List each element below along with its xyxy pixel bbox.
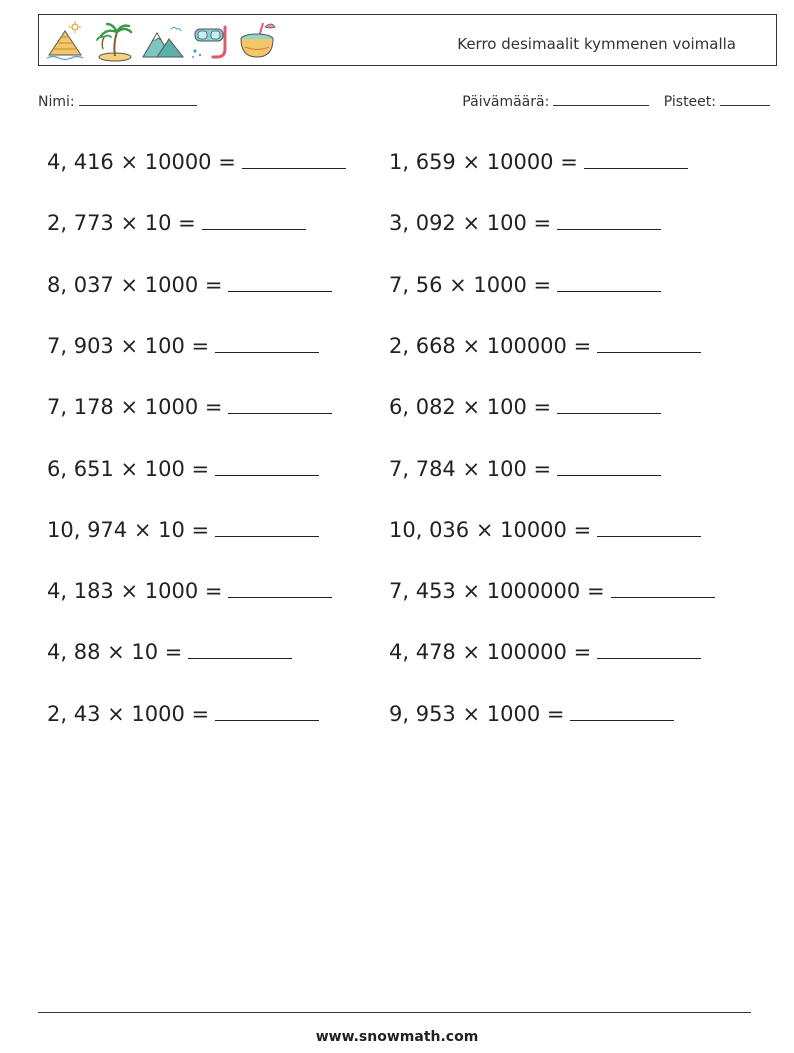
footer-url: www.snowmath.com	[315, 1029, 479, 1045]
problem-expression: 4, 416 × 10000 =	[47, 150, 236, 174]
problem-item	[47, 518, 319, 542]
score-blank	[720, 93, 770, 106]
header-icons	[45, 19, 281, 63]
answer-blank[interactable]	[597, 334, 701, 353]
answer-blank[interactable]	[557, 457, 661, 476]
answer-blank[interactable]	[215, 457, 319, 476]
problem-expression: 7, 453 × 1000000 =	[389, 579, 605, 604]
problem-expression: 2, 43 × 1000 =	[47, 701, 210, 726]
problem-expression: 7, 56 × 1000 =	[389, 272, 552, 297]
problem-expression: 4, 183 × 1000 =	[47, 579, 223, 604]
worksheet-title: Kerro desimaalit kymmenen voimalla	[457, 35, 736, 53]
footer-divider	[38, 1012, 751, 1013]
answer-blank[interactable]	[215, 518, 319, 537]
answer-blank[interactable]	[188, 640, 292, 659]
snorkel-icon	[189, 19, 233, 63]
problem-expression: 4, 478 × 100000 =	[389, 640, 592, 665]
answer-blank[interactable]	[570, 702, 674, 721]
problem-item	[47, 150, 346, 174]
answer-blank[interactable]	[584, 150, 688, 169]
answer-blank[interactable]	[228, 273, 332, 292]
problem-item	[389, 702, 674, 726]
answer-blank[interactable]	[242, 150, 346, 169]
answer-blank[interactable]	[557, 395, 661, 414]
answer-blank[interactable]	[215, 334, 319, 353]
problem-expression: 7, 784 × 100 =	[389, 456, 552, 481]
date-score-fields	[462, 93, 770, 110]
name-blank	[79, 93, 197, 106]
problem-expression: 8, 037 × 1000 =	[47, 272, 223, 297]
answer-blank[interactable]	[215, 702, 319, 721]
pyramid-icon	[45, 19, 89, 63]
answer-blank[interactable]	[228, 579, 332, 598]
answer-blank[interactable]	[557, 211, 661, 230]
problem-item	[389, 457, 661, 481]
problem-item	[389, 395, 661, 419]
problem-expression: 10, 974 × 10 =	[47, 517, 210, 542]
problem-expression: 2, 668 × 100000 =	[389, 333, 592, 358]
palm-island-icon	[93, 19, 137, 63]
problem-item	[47, 457, 319, 481]
problem-expression: 6, 651 × 100 =	[47, 456, 210, 481]
problem-item	[389, 579, 715, 603]
problem-expression: 1, 659 × 10000 =	[389, 150, 578, 174]
problem-item	[47, 640, 292, 664]
answer-blank[interactable]	[202, 211, 306, 230]
problem-item	[47, 702, 319, 726]
problem-expression: 10, 036 × 10000 =	[389, 517, 592, 542]
problem-expression: 7, 178 × 1000 =	[47, 395, 223, 420]
date-blank	[553, 93, 649, 106]
problem-item	[389, 640, 701, 664]
problem-item	[47, 579, 332, 603]
answer-blank[interactable]	[557, 273, 661, 292]
coconut-drink-icon	[237, 19, 281, 63]
mountains-icon	[141, 19, 185, 63]
worksheet-header	[38, 14, 777, 66]
problem-item	[389, 518, 701, 542]
name-label: Nimi:	[38, 94, 75, 110]
answer-blank[interactable]	[597, 518, 701, 537]
answer-blank[interactable]	[611, 579, 715, 598]
problem-expression: 2, 773 × 10 =	[47, 211, 196, 236]
score-label: Pisteet:	[663, 94, 716, 110]
problem-expression: 3, 092 × 100 =	[389, 211, 552, 236]
problem-item	[47, 395, 332, 419]
problem-expression: 4, 88 × 10 =	[47, 640, 183, 665]
answer-blank[interactable]	[597, 640, 701, 659]
problem-expression: 6, 082 × 100 =	[389, 395, 552, 420]
problem-item	[389, 273, 661, 297]
problem-item	[47, 211, 306, 235]
problem-expression: 7, 903 × 100 =	[47, 333, 210, 358]
problem-item	[389, 334, 701, 358]
problem-item	[389, 211, 661, 235]
answer-blank[interactable]	[228, 395, 332, 414]
problem-item	[47, 273, 332, 297]
problem-item	[389, 150, 688, 174]
problem-item	[47, 334, 319, 358]
problem-expression: 9, 953 × 1000 =	[389, 701, 565, 726]
name-field	[38, 93, 197, 110]
date-label: Päivämäärä:	[462, 94, 550, 110]
